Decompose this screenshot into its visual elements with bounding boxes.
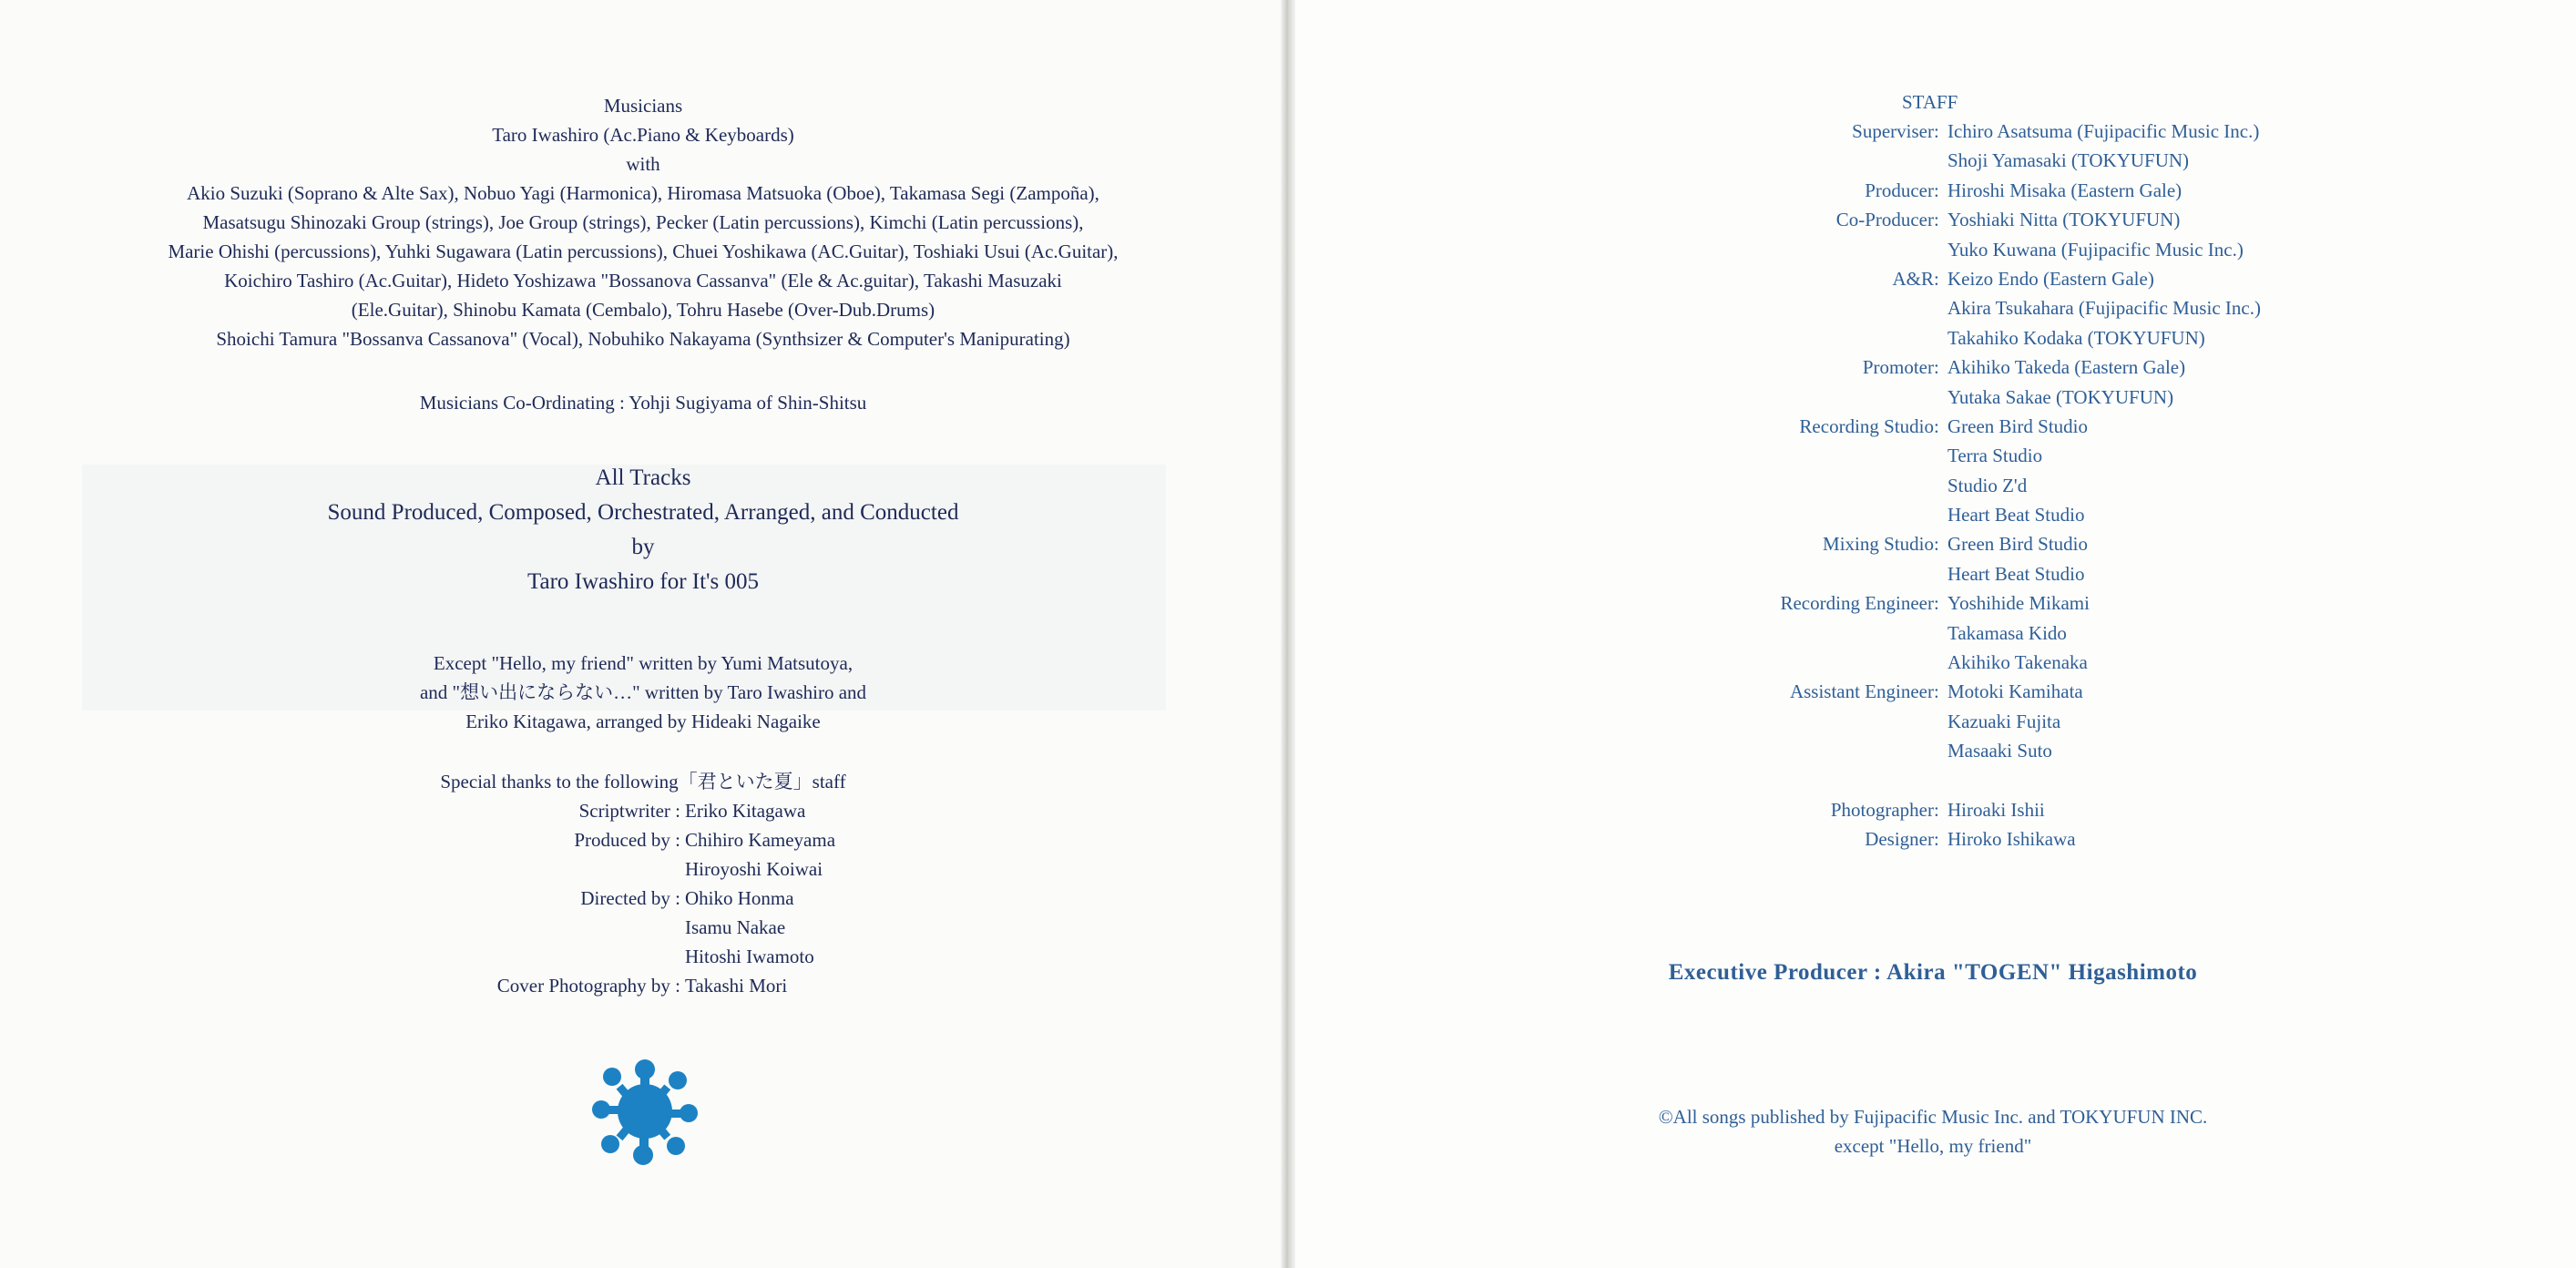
thanks-row (0, 796, 1286, 825)
staff-row (1290, 677, 2576, 706)
staff-person: Takamasa Kido (1947, 621, 2067, 644)
musicians-line: Koichiro Tashiro (Ac.Guitar), Hideto Yoshizawa "Bossanova Cassanva" (Ele & Ac.guitar), Takashi Masuzaki (224, 270, 1062, 291)
copyright-notice (1290, 1102, 2576, 1161)
copyright-line: except "Hello, my friend" (1834, 1135, 2032, 1157)
staff-heading: STAFF (1902, 91, 1958, 113)
all-tracks-line: All Tracks (595, 465, 691, 490)
staff-row (1290, 588, 2576, 618)
staff-person: Ichiro Asatsuma (Fujipacific Music Inc.) (1947, 120, 2260, 142)
staff-person: Keizo Endo (Eastern Gale) (1947, 267, 2154, 290)
staff-separator: : (1934, 179, 1939, 201)
staff-row (1290, 235, 2576, 264)
musicians-line: Shoichi Tamura "Bossanva Cassanova" (Vocal), Nobuhiko Nakayama (Synthsizer & Computer's Manipurating) (216, 328, 1070, 350)
staff-row (1290, 293, 2576, 322)
staff-person: Shoji Yamasaki (TOKYUFUN) (1947, 149, 2190, 172)
thanks-list (0, 796, 1286, 1000)
musicians-heading: Musicians (603, 95, 683, 117)
staff-row (1290, 500, 2576, 529)
staff-role: Co-Producer (1835, 209, 1934, 231)
staff-separator: : (1934, 533, 1939, 556)
staff-person: Hiroshi Misaka (Eastern Gale) (1947, 179, 2182, 201)
all-tracks-line: Taro Iwashiro for It's 005 (526, 569, 760, 594)
staff-person: Heart Beat Studio (1947, 504, 2085, 527)
thanks-row (0, 854, 1286, 884)
staff-role: Designer (1865, 828, 1934, 851)
musicians-line: (Ele.Guitar), Shinobu Kamata (Cembalo), Tohru Hasebe (Over-Dub.Drums) (351, 299, 935, 321)
sun-splat-icon (590, 1057, 700, 1166)
staff-separator: : (1934, 267, 1939, 290)
staff-role: Photographer (1830, 798, 1934, 821)
staff-person: Akihiko Takenaka (1947, 651, 2088, 674)
thanks-key: Produced by : (574, 829, 680, 851)
musicians-line: Masatsugu Shinozaki Group (strings), Joe Group (strings), Pecker (Latin percussions), Kimchi (Latin percussions), (202, 211, 1084, 233)
thanks-row (0, 942, 1286, 971)
staff-person: Hiroko Ishikawa (1947, 828, 2076, 851)
thanks-value: Hiroyoshi Koiwai (685, 858, 823, 880)
thanks-row (0, 825, 1286, 854)
thanks-value: Takashi Mori (685, 975, 788, 997)
staff-row (1290, 412, 2576, 441)
coordinating-section (0, 388, 1286, 417)
except-line: Except "Hello, my friend" written by Yumi Matsutoya, (433, 652, 854, 674)
staff-role: Superviser (1852, 120, 1934, 142)
staff-row (1290, 323, 2576, 353)
staff-separator: : (1934, 798, 1939, 821)
staff-row (1290, 205, 2576, 234)
staff-role: A&R (1892, 267, 1934, 290)
staff-person: Takahiko Kodaka (TOKYUFUN) (1947, 326, 2205, 349)
staff-row (1290, 176, 2576, 205)
staff-separator: : (1934, 680, 1939, 703)
staff-row (1290, 766, 2576, 795)
coordinating-line: Musicians Co-Ordinating : Yohji Sugiyama of Shin-Shitsu (419, 392, 867, 414)
musicians-line: Akio Suzuki (Soprano & Alte Sax), Nobuo Yagi (Harmonica), Hiromasa Matsuoka (Oboe), Takamasa Segi (Zampoña), (187, 182, 1099, 204)
staff-role: Producer (1865, 179, 1934, 201)
thanks-row (0, 884, 1286, 913)
staff-row (1290, 471, 2576, 500)
with-label: with (626, 153, 660, 175)
staff-separator: : (1934, 209, 1939, 231)
staff-person: Green Bird Studio (1947, 533, 2088, 556)
all-tracks-line: by (631, 535, 655, 559)
staff-person: Yuko Kuwana (Fujipacific Music Inc.) (1947, 238, 2244, 261)
staff-row (1290, 146, 2576, 175)
staff-person: Yutaka Sakae (TOKYUFUN) (1947, 385, 2174, 408)
thanks-value: Eriko Kitagawa (685, 800, 806, 822)
thanks-key: Directed by : (580, 887, 680, 909)
staff-person: Studio Z'd (1947, 474, 2028, 496)
staff-row (1290, 736, 2576, 765)
staff-separator: : (1934, 592, 1939, 615)
staff-role: Assistant Engineer (1789, 680, 1934, 703)
staff-row (1290, 441, 2576, 470)
staff-person: Hiroaki Ishii (1947, 798, 2045, 821)
staff-separator: : (1934, 828, 1939, 851)
copyright-line: ©All songs published by Fujipacific Music Inc. and TOKYUFUN INC. (1658, 1106, 2208, 1128)
staff-person: Heart Beat Studio (1947, 562, 2085, 585)
thanks-value: Hitoshi Iwamoto (685, 946, 814, 967)
staff-row (1290, 353, 2576, 382)
thanks-key: Cover Photography by : (496, 975, 680, 997)
staff-person: Masaaki Suto (1947, 740, 2052, 762)
thanks-value: Ohiko Honma (685, 887, 794, 909)
thanks-key: Scriptwriter : (578, 800, 680, 822)
staff-row (1290, 619, 2576, 648)
except-section (0, 649, 1286, 736)
executive-producer: Executive Producer : Akira "TOGEN" Higashimoto (1668, 960, 2198, 985)
musicians-line: Marie Ohishi (percussions), Yuhki Sugawara (Latin percussions), Chuei Yoshikawa (AC.Guitar), Toshiaki Usui (Ac.Guitar), (168, 240, 1119, 262)
staff-row (1290, 707, 2576, 736)
thanks-row (0, 971, 1286, 1000)
staff-separator: : (1934, 120, 1939, 142)
staff-person: Motoki Kamihata (1947, 680, 2083, 703)
staff-separator: : (1934, 414, 1939, 437)
staff-person: Akira Tsukahara (Fujipacific Music Inc.) (1947, 297, 2261, 320)
staff-role: Recording Engineer (1780, 592, 1934, 615)
except-line: and "想い出にならない…" written by Taro Iwashiro and (419, 681, 867, 703)
staff-person: Yoshiaki Nitta (TOKYUFUN) (1947, 209, 2181, 231)
staff-row (1290, 264, 2576, 293)
all-tracks-section (0, 461, 1286, 599)
staff-person: Yoshihide Mikami (1947, 592, 2090, 615)
except-line: Eriko Kitagawa, arranged by Hideaki Nagaike (465, 711, 821, 732)
staff-row (1290, 559, 2576, 588)
staff-role: Promoter (1862, 356, 1934, 379)
staff-row (1290, 648, 2576, 677)
staff-role: Mixing Studio (1823, 533, 1934, 556)
lead-musician: Taro Iwashiro (Ac.Piano & Keyboards) (492, 124, 794, 146)
musicians-section (0, 91, 1286, 353)
all-tracks-line: Sound Produced, Composed, Orchestrated, Arranged, and Conducted (327, 500, 959, 525)
thanks-row (0, 913, 1286, 942)
staff-list (1290, 117, 2576, 854)
staff-person: Kazuaki Fujita (1947, 710, 2061, 732)
thanks-section (0, 767, 1286, 796)
thanks-value: Isamu Nakae (685, 916, 786, 938)
thanks-value: Chihiro Kameyama (685, 829, 836, 851)
staff-role: Recording Studio (1799, 414, 1934, 437)
staff-person: Akihiko Takeda (Eastern Gale) (1947, 356, 2186, 379)
staff-row (1290, 529, 2576, 558)
staff-row (1290, 383, 2576, 412)
staff-row (1290, 824, 2576, 854)
staff-row (1290, 795, 2576, 824)
thanks-heading: Special thanks to the following「君といた夏」staff (440, 771, 846, 792)
staff-person: Terra Studio (1947, 445, 2043, 467)
staff-separator: : (1934, 356, 1939, 379)
staff-person: Green Bird Studio (1947, 414, 2088, 437)
staff-row (1290, 117, 2576, 146)
